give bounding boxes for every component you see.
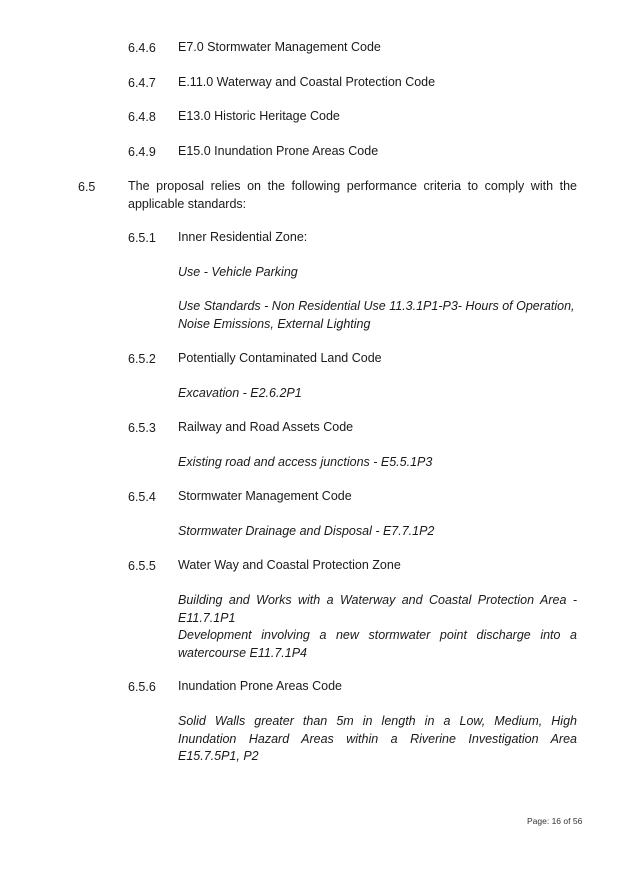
item-number: 6.5.3 bbox=[128, 421, 156, 435]
item-number: 6.5.6 bbox=[128, 680, 156, 694]
item-text: E7.0 Stormwater Management Code bbox=[178, 40, 381, 54]
item-detail: Stormwater Drainage and Disposal - E7.7.1P2 bbox=[178, 524, 435, 538]
item-title: Water Way and Coastal Protection Zone bbox=[178, 558, 401, 572]
item-title: Inner Residential Zone: bbox=[178, 230, 308, 244]
item-number: 6.5.1 bbox=[128, 231, 156, 245]
item-detail: Existing road and access junctions - E5.5.1P3 bbox=[178, 455, 433, 469]
item-text: E.11.0 Waterway and Coastal Protection Code bbox=[178, 75, 436, 89]
item-text: E13.0 Historic Heritage Code bbox=[178, 109, 340, 123]
item-title: Stormwater Management Code bbox=[178, 489, 352, 503]
item-detail: Solid Walls greater than 5m in length in a Low, Medium, High Inundation Hazard Areas within a Riverine Investigation Area E15.7.5P1, P2 bbox=[178, 714, 577, 763]
item-number: 6.5.5 bbox=[128, 559, 156, 573]
item-detail: Excavation - E2.6.2P1 bbox=[178, 386, 302, 400]
item-detail: Use - Vehicle Parking bbox=[178, 265, 298, 279]
item-detail: Building and Works with a Waterway and Coastal Protection Area - E11.7.1P1 bbox=[178, 593, 577, 625]
item-number: 6.5.4 bbox=[128, 490, 156, 504]
item-title: Inundation Prone Areas Code bbox=[178, 679, 343, 693]
item-title: Railway and Road Assets Code bbox=[178, 420, 354, 434]
section-number: 6.5 bbox=[78, 180, 96, 194]
section-text: The proposal relies on the following performance criteria to comply with the applicable standards: bbox=[128, 179, 577, 211]
item-number: 6.4.9 bbox=[128, 145, 156, 159]
item-detail: Development involving a new stormwater point discharge into a watercourse E11.7.1P4 bbox=[178, 628, 577, 660]
item-title: Potentially Contaminated Land Code bbox=[178, 351, 382, 365]
item-number: 6.4.6 bbox=[128, 41, 156, 55]
item-number: 6.4.7 bbox=[128, 76, 156, 90]
page-number: Page: 16 of 56 bbox=[527, 816, 583, 826]
item-number: 6.5.2 bbox=[128, 352, 156, 366]
item-number: 6.4.8 bbox=[128, 110, 156, 124]
item-text: E15.0 Inundation Prone Areas Code bbox=[178, 144, 379, 158]
item-detail: Use Standards - Non Residential Use 11.3.1P1-P3- Hours of Operation, Noise Emissions, External Lighting bbox=[178, 299, 575, 331]
